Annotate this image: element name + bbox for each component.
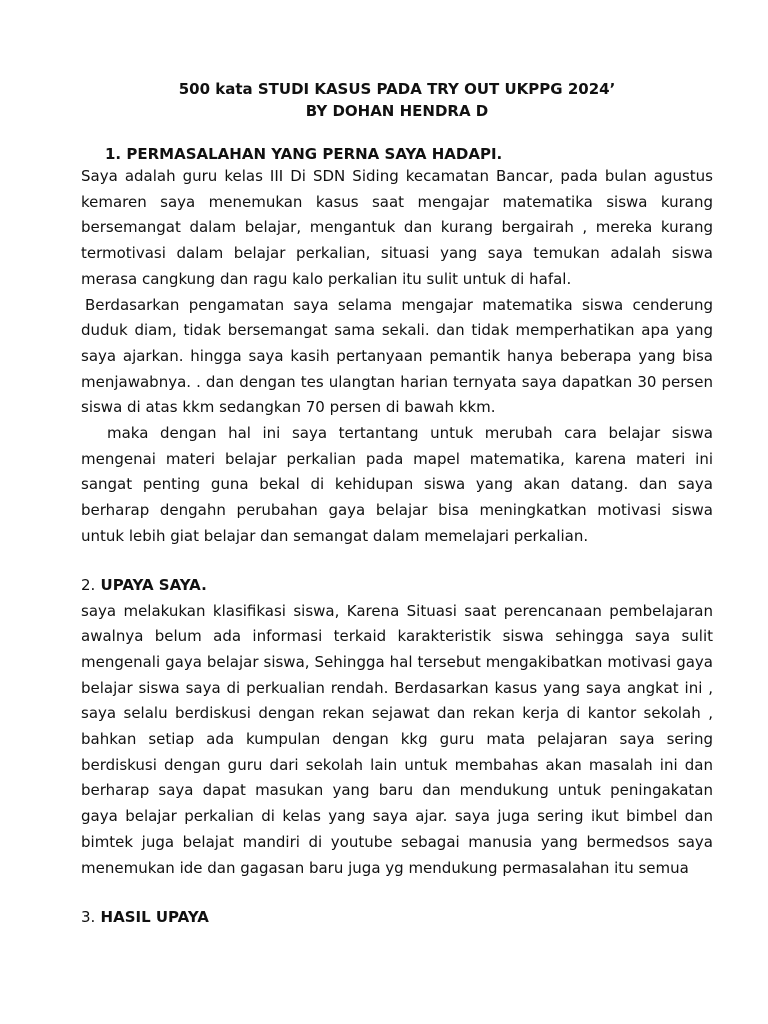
- section-1-heading: [81, 144, 713, 164]
- document-page: [81, 78, 713, 927]
- section-1-paragraph-2: Berdasarkan pengamatan saya selama mengajar matematika siswa cenderung duduk diam, tidak bersemangat sama sekali. dan tidak memperhatikan apa yang saya ajarkan. hingga saya kasih pertanyaan pemantik hanya beberapa yang bisa menjawabnya. . dan dengan tes ulangtan harian ternyata saya dapatkan 30 persen siswa di atas kkm sedangkan 70 persen di bawah kkm.: [81, 295, 713, 417]
- section-1-paragraph-3: maka dengan hal ini saya tertantang untuk merubah cara belajar siswa mengenai materi belajar perkalian pada mapel matematika, karena materi ini sangat penting guna bekal di kehidupan siswa yang akan datang. dan saya berharap dengahn perubahan gaya belajar bisa meningkatkan motivasi siswa untuk lebih giat belajar dan semangat dalam memelajari perkalian.: [81, 424, 713, 545]
- section-3-number: 3.: [81, 908, 96, 927]
- section-1-number: 1.: [105, 145, 122, 163]
- section-1-title: PERMASALAHAN YANG PERNA SAYA HADAPI.: [126, 145, 503, 163]
- section-2-heading: [81, 575, 713, 595]
- section-1-paragraph-1: Saya adalah guru kelas III Di SDN Siding kecamatan Bancar, pada bulan agustus kemaren saya menemukan kasus saat mengajar matematika siswa kurang bersemangat dalam belajar, mengantuk dan kurang bergairah , mereka kurang termotivasi dalam belajar perkalian, situasi yang saya temukan adalah siswa merasa cangkung dan ragu kalo perkalian itu sulit untuk di hafal.: [81, 167, 713, 288]
- title-line-2: BY DOHAN HENDRA D: [305, 102, 489, 120]
- section-2-paragraph-1: saya melakukan klasifikasi siswa, Karena Situasi saat perencanaan pembelajaran awalnya belum ada informasi terkaid karakteristik siswa sehingga saya sulit mengenali gaya belajar siswa, Sehingga hal tersebut mengakibatkan motivasi gaya belajar siswa saya di perkualian rendah. Berdasarkan kasus yang saya angkat ini , saya selalu berdiskusi dengan rekan sejawat dan rekan kerja di kantor sekolah , bahkan setiap ada kumpulan dengan kkg guru mata pelajaran saya sering berdiskusi dengan guru dari sekolah lain untuk membahas akan masalah ini dan berharap saya dapat masukan yang baru dan mendukung untuk peningakatan gaya belajar perkalian di kelas yang saya ajar. saya juga sering ikut bimbel dan bimtek juga belajat mandiri di youtube sebagai manusia yang bermedsos saya menemukan ide dan gagasan baru juga yg mendukung permasalahan itu semua: [81, 601, 713, 877]
- section-3-heading: [81, 907, 713, 927]
- section-3-title: HASIL UPAYA: [100, 908, 209, 927]
- document-title: [81, 78, 713, 122]
- section-2-number: 2.: [81, 575, 96, 594]
- section-2-title: UPAYA SAYA.: [100, 575, 207, 594]
- title-line-1: 500 kata STUDI KASUS PADA TRY OUT UKPPG 2024’: [178, 80, 616, 98]
